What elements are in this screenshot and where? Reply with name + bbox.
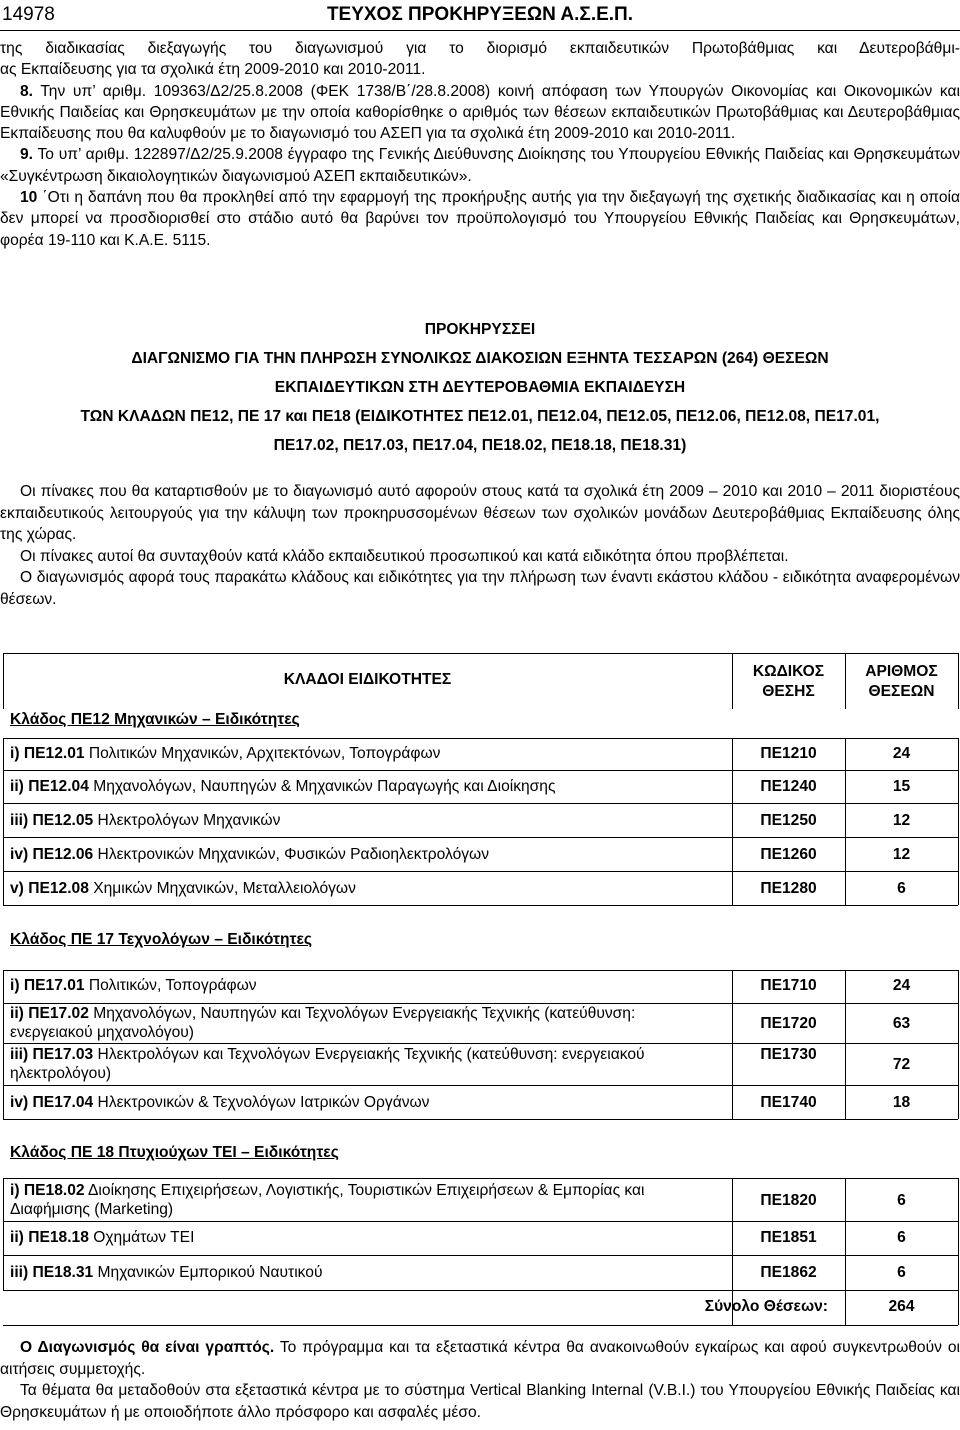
table-row: ii) ΠΕ17.02 Μηχανολόγων, Ναυπηγών και Τεχνολόγων Ενεργειακής Τεχνικής (κατεύθυνση: ενεργειακού μηχανολόγου) [10,1005,636,1041]
footer-text-1: Το πρόγραμμα και τα εξεταστικά κέντρα θα ανακοινωθούν εγκαίρως και αφού συγκεντρωθούν οι αιτήσεις συμμετοχής. [0,1339,960,1378]
row-count: 63 [892,1015,911,1032]
row-code: ΠΕ1730 [760,1046,817,1063]
footer-bold: Ο Διαγωνισμός θα είναι γραπτός. [20,1339,275,1356]
column-header-count: ΑΡΙΘΜΟΣ ΘΕΣΕΩΝ [865,663,938,700]
table-row: i) ΠΕ17.01 Πολιτικών, Τοπογράφων [10,977,257,994]
table-row: v) ΠΕ12.08 Χημικών Μηχανικών, Μεταλλειολόγων [10,880,356,897]
group-heading-pe17: Κλάδος ΠΕ 17 Τεχνολόγων – Ειδικότητες [10,931,312,948]
item-10-number: 10 [20,189,38,207]
table-row: i) ΠΕ18.02 Διοίκησης Επιχειρήσεων, Λογιστικής, Τουριστικών Επιχειρήσεων & Εμπορίας και Διαφήμισης (Marketing) [10,1182,645,1218]
row-code: ΠΕ1240 [760,778,817,795]
item-8 [0,81,960,145]
column-header-code: ΚΩΔΙΚΟΣ ΘΕΣΗΣ [752,663,825,700]
row-code: ΠΕ1250 [760,812,817,829]
announcement-heading [0,315,960,460]
intro-section [0,38,960,251]
table-row: ii) ΠΕ12.04 Μηχανολόγων, Ναυπηγών & Μηχανικών Παραγωγής και Διοίκησης [10,778,556,795]
table-row: i) ΠΕ12.01 Πολιτικών Μηχανικών, Αρχιτεκτόνων, Τοπογράφων [10,745,441,762]
total-label: Σύνολο Θέσεων: [704,1298,828,1315]
row-code: ΠΕ1851 [760,1229,817,1246]
item-9-number: 9. [20,146,34,164]
table-row: iii) ΠΕ12.05 Ηλεκτρολόγων Μηχανικών [10,812,281,829]
row-count: 6 [897,1229,906,1246]
intro-line-1: της διαδικασίας διεξαγωγής του διαγωνισμού για το διορισμό εκπαιδευτικών Πρωτοβάθμιας και Δευτεροβάθμι- [0,40,960,57]
row-count: 15 [892,778,911,795]
row-count: 12 [892,812,911,829]
item-8-text: Την υπ’ αριθμ. 109363/Δ2/25.8.2008 (ΦΕΚ 1738/Β΄/28.8.2008) κοινή απόφαση των Υπουργών Οικονομίας και Οικονομικών και Εθνικής Παιδείας και Θρησκευμάτων με την οποία καθορίσθηκε ο αριθμός των θέσεων εκπαιδευτικών Πρωτοβάθμιας και Δευτεροβάθμιας Εκπαίδευσης που θα καλυφθούν με το διαγωνισμό του ΑΣΕΠ για τα σχολικά έτη 2009-2010 και 2010-2011. [0,82,960,143]
announcement-line-1: ΠΡΟΚΗΡΥΣΣΕΙ [424,321,536,338]
footer-paragraph-2: Τα θέματα θα μεταδοθούν στα εξεταστικά κέντρα με το σύστημα Vertical Blanking Internal (V.B.I.) του Υπουργείου Εθνικής Παιδείας και Θρησκευμάτων ή με οποιοδήποτε άλλο πρόσφορο και ασφαλές μέσο. [0,1382,960,1421]
item-10 [0,187,960,251]
row-code: ΠΕ1820 [760,1192,817,1209]
group-heading-pe18: Κλάδος ΠΕ 18 Πτυχιούχων ΤΕΙ – Ειδικότητες [10,1144,339,1161]
row-code: ΠΕ1740 [760,1094,817,1111]
announcement-line-4: ΤΩΝ ΚΛΑΔΩΝ ΠΕ12, ΠΕ 17 και ΠΕ18 (ΕΙΔΙΚΟΤΗΤΕΣ ΠΕ12.01, ΠΕ12.04, ΠΕ12.05, ΠΕ12.06, ΠΕ12.08, ΠΕ17.01, [80,408,880,425]
body-section [0,481,960,610]
row-count: 6 [897,1192,906,1209]
announcement-line-2: ΔΙΑΓΩΝΙΣΜΟ ΓΙΑ ΤΗΝ ΠΛΗΡΩΣΗ ΣΥΝΟΛΙΚΩΣ ΔΙΑΚΟΣΙΩΝ ΕΞΗΝΤΑ ΤΕΣΣΑΡΩΝ (264) ΘΕΣΕΩΝ [131,350,829,367]
table-row: ii) ΠΕ18.18 Οχημάτων ΤΕΙ [10,1229,195,1246]
item-9-text: Το υπ’ αριθμ. 122897/Δ2/25.9.2008 έγγραφο της Γενικής Διεύθυνσης Διοίκησης του Υπουργείου Εθνικής Παιδείας και Θρησκευμάτων «Συγκέντρωση δικαιολογητικών διαγωνισμού ΑΣΕΠ εκπαιδευτικών». [0,146,960,185]
row-count: 6 [897,1264,906,1281]
item-8-number: 8. [20,82,34,100]
row-code: ΠΕ1862 [760,1264,817,1281]
total-value: 264 [888,1298,915,1315]
row-code: ΠΕ1260 [760,846,817,863]
footer-paragraph-1 [0,1337,960,1380]
footer-section [0,1337,960,1423]
row-count: 18 [892,1094,911,1111]
table-row: iii) ΠΕ18.31 Μηχανικών Εμπορικού Ναυτικού [10,1264,323,1281]
issue-title: ΤΕΥΧΟΣ ΠΡΟΚΗΡΥΞΕΩΝ Α.Σ.Ε.Π. [326,4,634,25]
table-row: iii) ΠΕ17.03 Ηλεκτρολόγων και Τεχνολόγων Ενεργειακής Τεχνικής (κατεύθυνση: ενεργειακού ηλεκτρολόγου) [10,1046,645,1082]
row-count: 24 [892,977,911,994]
row-count: 72 [892,1056,911,1073]
page-number: 14978 [2,4,55,25]
announcement-line-3: ΕΚΠΑΙΔΕΥΤΙΚΩΝ ΣΤΗ ΔΕΥΤΕΡΟΒΑΘΜΙΑ ΕΚΠΑΙΔΕΥΣΗ [274,379,686,396]
table-row: iv) ΠΕ12.06 Ηλεκτρονικών Μηχανικών, Φυσικών Ραδιοηλεκτρολόγων [10,846,490,863]
row-count: 24 [892,745,911,762]
group-heading-pe12: Κλάδος ΠΕ12 Μηχανικών – Ειδικότητες [10,711,300,728]
row-code: ΠΕ1720 [760,1015,817,1032]
body-paragraph-2: Οι πίνακες αυτοί θα συνταχθούν κατά κλάδο εκπαιδευτικού προσωπικού και κατά ειδικότητα όπου προβλέπεται. [20,547,789,565]
table-row: iv) ΠΕ17.04 Ηλεκτρονικών & Τεχνολόγων Ιατρικών Οργάνων [10,1094,430,1111]
row-code: ΠΕ1280 [760,880,817,897]
page-header [0,4,960,31]
body-paragraph-3: Ο διαγωνισμός αφορά τους παρακάτω κλάδους και ειδικότητες για την πλήρωση των έναντι εκάστου κλάδου - ειδικότητα αναφερομένων θέσεων. [0,569,960,608]
column-header-branch: ΚΛΑΔΟΙ ΕΙΔΙΚΟΤΗΤΕΣ [283,671,452,688]
row-count: 12 [892,846,911,863]
body-paragraph-1: Οι πίνακες που θα καταρτισθούν με το διαγωνισμό αυτό αφορούν στους κατά τα σχολικά έτη 2009 – 2010 και 2010 – 2011 διοριστέους εκπαιδευτικούς λειτουργούς για την κάλυψη των προκηρυσσομένων θέσεων των σχολικών μονάδων Δευτεροβάθμιας Εκπαίδευσης όλης της χώρας. [0,483,960,543]
row-code: ΠΕ1710 [760,977,817,994]
row-code: ΠΕ1210 [760,745,817,762]
item-9 [0,144,960,187]
row-count: 6 [897,880,906,897]
announcement-line-5: ΠΕ17.02, ΠΕ17.03, ΠΕ17.04, ΠΕ18.02, ΠΕ18.18, ΠΕ18.31) [273,437,687,454]
item-10-text: ΄Οτι η δαπάνη που θα προκληθεί από την εφαρμογή της προκήρυξης αυτής για την διεξαγωγή της σχετικής διαδικασίας και η οποία δεν μπορεί να προσδιορισθεί στο στάδιο αυτό θα βαρύνει τον προϋπολογισμό του Υπουργείου Εθνικής Παιδείας και Θρησκευμάτων, φορέα 19-110 και Κ.Α.Ε. 5115. [0,189,960,249]
intro-line-2: ας Εκπαίδευσης για τα σχολικά έτη 2009-2010 και 2010-2011. [0,61,426,79]
